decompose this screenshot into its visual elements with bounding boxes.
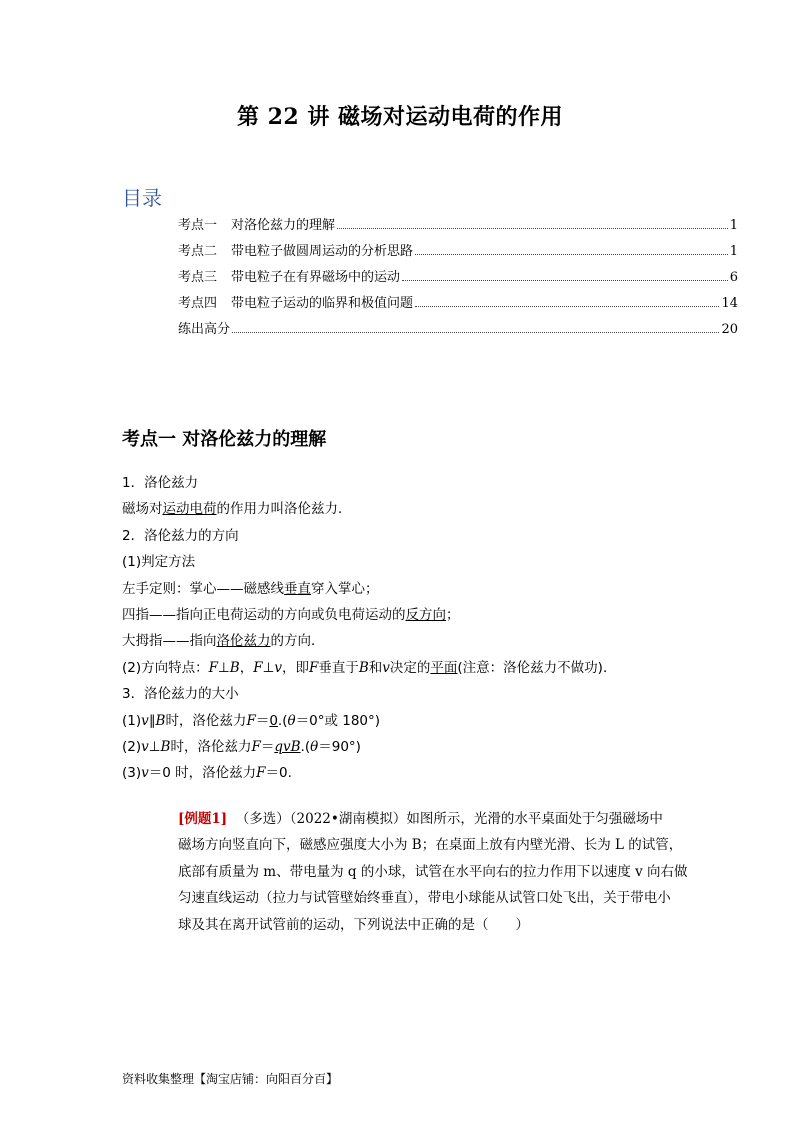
toc-leader-dots [337,228,728,229]
toc-item-text: 带电粒子运动的临界和极值问题 [231,296,414,311]
toc-leader-dots [415,254,728,255]
page-footer: 资料收集整理【淘宝店铺：向阳百分百】 [122,1072,339,1086]
rule-palm: 左手定则：掌心——磁感线垂直穿入掌心； [122,580,379,597]
page-title: 第 22 讲 磁场对运动电荷的作用 [236,104,564,130]
toc-item-3[interactable] [178,268,738,294]
toc-item-4[interactable] [178,294,738,320]
heading-direction: 2．洛伦兹力的方向 [122,527,239,544]
toc-heading: 目录 [122,186,162,210]
example-line: 底部有质量为 m、带电量为 q 的小球，试管在水平向右的拉力作用下以速度 v 向右做 [178,863,688,880]
rule-thumb: 大拇指——指向洛伦兹力的方向． [122,633,325,650]
toc-item-page: 1 [729,218,738,233]
example-line: 匀速直线运动（拉力与试管壁始终垂直），带电小球能从试管口处飞出，关于带电小 [178,890,671,907]
toc-item-label: 考点三 [178,270,218,285]
magnitude-zero: (3)v＝0 时，洛伦兹力F＝0. [122,765,292,782]
toc-leader-dots [402,280,728,281]
section-heading: 考点一 对洛伦兹力的理解 [122,429,327,450]
heading-lorentz-force: 1．洛伦兹力 [122,475,199,491]
rule-fingers: 四指——指向正电荷运动的方向或负电荷运动的反方向； [122,606,460,623]
toc-item-label: 练出高分 [178,322,231,337]
toc-leader-dots [232,332,719,333]
table-of-contents [178,216,738,346]
toc-item-page: 1 [729,244,738,259]
magnitude-perpendicular: (2)v⊥B时，洛伦兹力F＝qvB.(θ＝90°) [122,738,361,755]
toc-item-2[interactable] [178,242,738,268]
toc-item-page: 6 [729,270,738,285]
definition-line: 磁场对运动电荷的作用力叫洛伦兹力． [122,501,352,518]
toc-item-page: 14 [721,296,738,311]
example-line: [例题1] （多选）（2022•湖南模拟）如图所示，光滑的水平桌面处于匀强磁场中 [178,811,663,827]
toc-item-label: 考点一 [178,218,218,233]
example-line: 球及其在离开试管前的运动，下列说法中正确的是（ ） [178,916,529,933]
example-problem [178,806,698,938]
toc-item-1[interactable] [178,216,738,242]
example-tag: [例题1] [178,811,228,827]
toc-item-text: 对洛伦兹力的理解 [231,218,336,233]
toc-item-label: 考点二 [178,244,218,259]
section-body [122,472,722,789]
toc-item-5[interactable] [178,320,738,346]
toc-leader-dots [415,306,719,307]
toc-item-label: 考点四 [178,296,218,311]
toc-item-text: 带电粒子做圆周运动的分析思路 [231,244,414,259]
subheading-method: (1)判定方法 [122,554,196,571]
example-line: 磁场方向竖直向下，磁感应强度大小为 B；在桌面上放有内壁光滑、长为 L 的试管， [178,837,683,854]
direction-features: (2)方向特点：F⊥B，F⊥v，即F垂直于B和v决定的平面(注意：洛伦兹力不做功)． [122,659,617,676]
toc-item-page: 20 [721,322,738,337]
magnitude-parallel: (1)v∥B时，洛伦兹力F＝0.(θ＝0°或 180°) [122,712,381,729]
toc-item-text: 带电粒子在有界磁场中的运动 [231,270,401,285]
heading-magnitude: 3．洛伦兹力的大小 [122,686,239,703]
